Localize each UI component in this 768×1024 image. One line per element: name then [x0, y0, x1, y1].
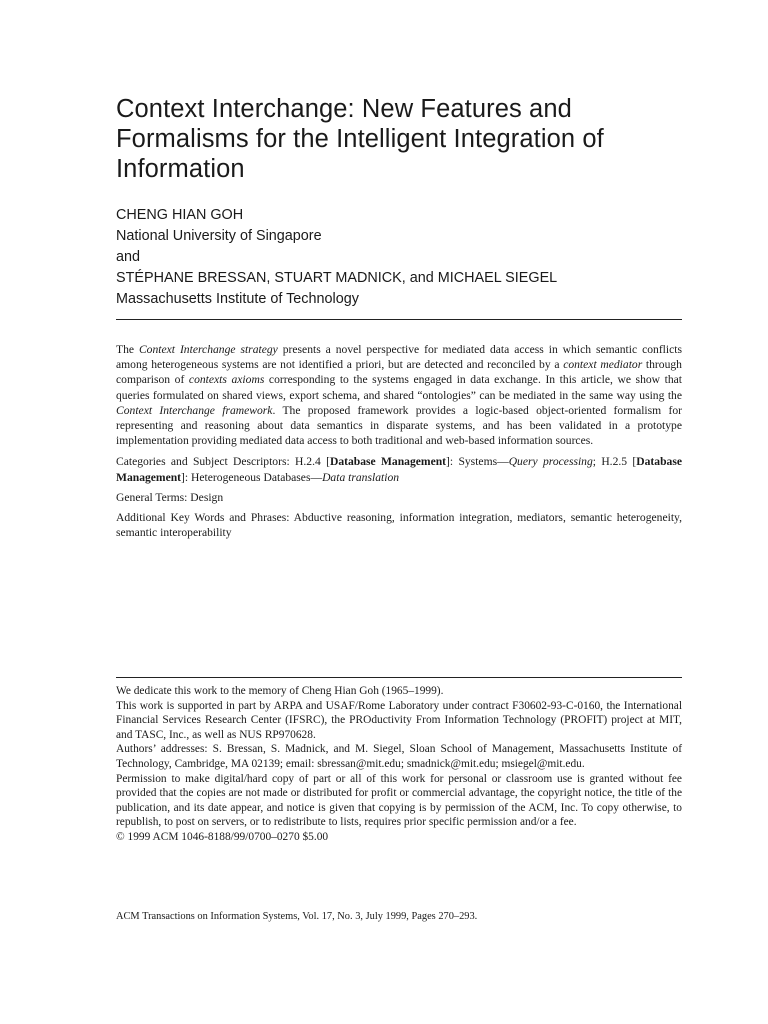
- author-names: STÉPHANE BRESSAN, STUART MADNICK, and MICHAEL SIEGEL: [116, 270, 558, 286]
- header-divider: [116, 319, 682, 320]
- author-name: CHENG HIAN GOH: [116, 207, 244, 223]
- abstract-text: The: [116, 343, 139, 356]
- footnote-divider: [116, 677, 682, 678]
- support-note: This work is supported in part by ARPA and USAF/Rome Laboratory under contract F30602-93-C-0160, the International Financial Services Research Center (IFSRC), the PROductivity From Information Technology (PROFIT) project at MIT, and TASC, Inc., as well as NUS RP970628.: [116, 699, 682, 741]
- categories-italic: Query processing: [508, 455, 593, 469]
- categories-descriptors: [116, 454, 682, 484]
- permission-note: Permission to make digital/hard copy of part or all of this work for personal or classroom use is granted without fee provided that the copies are not made or distributed for profit or commercial advantage, the copyright notice, the title of the publication, and its date appear, and notice is given that copying is by permission of the ACM, Inc. To copy otherwise, to republish, to post on servers, or to redistribute to lists, requires prior specific permission and/or a fee.: [116, 772, 682, 829]
- abstract-text: through comparison of: [116, 358, 682, 387]
- categories-bold: Database Management: [116, 455, 682, 484]
- copyright-note: © 1999 ACM 1046-8188/99/0700–0270 $5.00: [116, 830, 329, 843]
- categories-text: ; H.2.5 [: [592, 455, 637, 469]
- abstract-text: presents a novel perspective for mediated data access in which semantic conflicts among heterogeneous systems are not identified a priori, but are detected and reconciled by a: [116, 343, 682, 372]
- categories-text: ]: Systems—: [446, 455, 509, 469]
- title-block: [116, 94, 682, 310]
- categories-bold: Database Management: [329, 455, 447, 469]
- journal-footer: ACM Transactions on Information Systems, Vol. 17, No. 3, July 1999, Pages 270–293.: [116, 911, 478, 922]
- author-conjunction: and: [116, 249, 141, 265]
- general-terms: General Terms: Design: [116, 490, 224, 504]
- addresses-note: Authors’ addresses: S. Bressan, S. Madnick, and M. Siegel, Sloan School of Management, Massachusetts Institute of Technology, Cambridge, MA 02139; email: sbressan@mit.edu; smadnick@mit.edu; msiegel@mit.edu.: [116, 743, 682, 770]
- abstract-section: [116, 342, 682, 545]
- abstract-text: corresponding to the systems engaged in data exchange. In this article, we show that queries formulated on shared views, export schema, and shared “ontologies” can be mediated in the same way using the: [116, 373, 683, 402]
- author-block: [116, 205, 682, 310]
- abstract-emphasis: Context Interchange framework: [116, 403, 273, 417]
- abstract-emphasis: contexts axioms: [188, 373, 265, 387]
- author-affiliation: National University of Singapore: [116, 228, 322, 244]
- dedication-note: We dedicate this work to the memory of Cheng Hian Goh (1965–1999).: [116, 685, 444, 697]
- abstract-emphasis: Context Interchange strategy: [138, 343, 278, 356]
- footnotes-section: [116, 684, 682, 845]
- categories-text: Categories and Subject Descriptors: H.2.4 [: [116, 455, 330, 469]
- abstract-text: . The proposed framework provides a logic-based object-oriented formalism for representing and reasoning about data semantics in disparate systems, and has been validated in a prototype implementation providing mediated data access to both traditional and web-based information sources.: [116, 403, 682, 448]
- paper-title: Context Interchange: New Features and Formalisms for the Intelligent Integration of Information: [116, 95, 604, 183]
- abstract-emphasis: context mediator: [563, 358, 643, 372]
- abstract-paragraph: [116, 342, 682, 448]
- author-affiliation: Massachusetts Institute of Technology: [116, 291, 359, 307]
- keywords: Additional Key Words and Phrases: Abductive reasoning, information integration, mediators, semantic heterogeneity, semantic interoperability: [116, 511, 682, 540]
- categories-italic: Data translation: [322, 470, 400, 484]
- categories-text: ]: Heterogeneous Databases—: [181, 470, 323, 484]
